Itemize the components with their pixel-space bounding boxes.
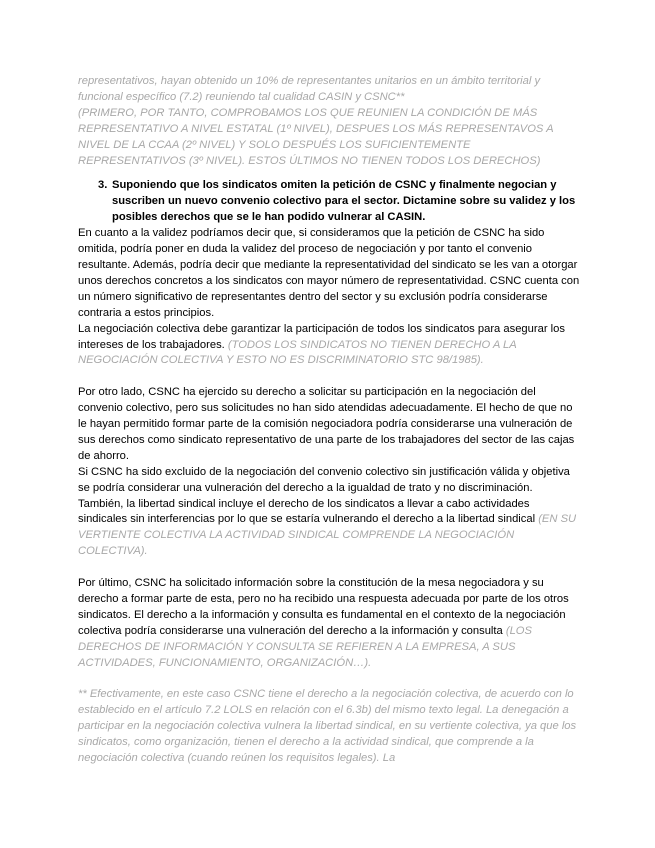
document-body bbox=[78, 74, 580, 767]
question-heading bbox=[78, 178, 580, 226]
spacer bbox=[78, 560, 580, 576]
answer-paragraph-2-annotation: (TODOS LOS SINDICATOS NO TIENEN DERECHO A LA NEGOCIACIÓN COLECTIVA Y ESTO NO ES DISCRIMINATORIO STC 98/1985). bbox=[78, 338, 517, 367]
answer-paragraph-5-text: Por último, CSNC ha solicitado información sobre la constitución de la mesa negociadora y su derecho a formar parte de esta, pero no ha recibido una respuesta adecuada por parte de los otros sindicatos. El derecho a la información y consulta es fundamental en el contexto de la negociación colectiva podría considerarse una vulneración del derecho a la información y consulta bbox=[78, 577, 569, 637]
spacer bbox=[78, 369, 580, 385]
spacer bbox=[78, 672, 580, 688]
intro-annotation: (PRIMERO, POR TANTO, COMPROBAMOS LOS QUE REUNIEN LA CONDICIÓN DE MÁS REPRESENTATIVO A NIVEL ESTATAL (1º NIVEL), DESPUES LOS MÁS REPRESENTAVOS A NIVEL DE LA CCAA (2º NIVEL) Y SOLO DESPUÉS LOS SUFICIENTEMENTE REPRESENTATIVOS (3º NIVEL). ESTOS ÚLTIMOS NO TIENEN TODOS LOS DERECHOS) bbox=[78, 106, 554, 167]
footnote-annotation: ** Efectivamente, en este caso CSNC tiene el derecho a la negociación colectiva, de acuerdo con lo establecido en el artículo 7.2 LOLS en relación con el 6.3b) del mismo texto legal. La denegación a participar en la negociación colectiva vulnera la libertad sindical, en su vertiente colectiva, ya que los sindicatos, como organización, tienen el derecho a la actividad sindical, que comprende a la negociación colectiva (cuando reúnen los requisitos legales). La bbox=[78, 688, 577, 765]
answer-paragraph-4 bbox=[78, 465, 580, 560]
answer-paragraph-1: En cuanto a la validez podríamos decir que, si consideramos que la petición de CSNC ha sido omitida, podría poner en duda la validez del proceso de negociación y por tanto el convenio resultante. Además, podría decir que mediante la representatividad del sindicato se les van a otorgar unos derechos concretos a los sindicatos con mayor número de representatividad. CSNC cuenta con un número significativo de representantes dentro del sector y su exclusión podría considerarse contraria a estos principios. bbox=[78, 227, 580, 319]
answer-paragraph-3: Por otro lado, CSNC ha ejercido su derecho a solicitar su participación en la negociación del convenio colectivo, pero sus solicitudes no han sido atendidas adecuadamente. El hecho de que no le hayan permitido formar parte de la comisión negociadora podría considerarse una vulneración de sus derechos como sindicato representativo de una parte de los trabajadores del sector de las cajas de ahorro. bbox=[78, 386, 575, 462]
question-text: Suponiendo que los sindicatos omiten la petición de CSNC y finalmente negocian y suscriben un nuevo convenio colectivo para el sector. Dictamine sobre su validez y los posibles derechos que se le han podido vulnerar al CASIN. bbox=[112, 179, 576, 224]
question-number: 3. bbox=[98, 179, 108, 192]
answer-paragraph-2-text: La negociación colectiva debe garantizar la participación de todos los sindicatos para asegurar los intereses de los trabajadores. bbox=[78, 322, 565, 351]
answer-paragraph-4-text: Si CSNC ha sido excluido de la negociación del convenio colectivo sin justificación válida y objetiva se podría considerar una vulneración del derecho a la igualdad de trato y no discriminación. También, la libertad sindical incluye el derecho de los sindicatos a llevar a cabo actividades sindicales sin interferencias por lo que se estaría vulnerando el derecho a la libertad sindical bbox=[78, 465, 570, 526]
answer-paragraph-4-annotation: (EN SU VERTIENTE COLECTIVA LA ACTIVIDAD SINDICAL COMPRENDE LA NEGOCIACIÓN COLECTIVA). bbox=[78, 513, 577, 558]
answer-paragraph-2 bbox=[78, 322, 580, 370]
answer-paragraph-5-annotation: (LOS DERECHOS DE INFORMACIÓN Y CONSULTA SE REFIEREN A LA EMPRESA, A SUS ACTIVIDADES, FUNCIONAMIENTO, ORGANIZACIÓN…). bbox=[78, 624, 532, 669]
intro-quote: representativos, hayan obtenido un 10% de representantes unitarios en un ámbito territorial y funcional específico (7.2) reuniendo tal cualidad CASIN y CSNC** bbox=[78, 75, 541, 103]
answer-paragraph-5 bbox=[78, 576, 580, 671]
